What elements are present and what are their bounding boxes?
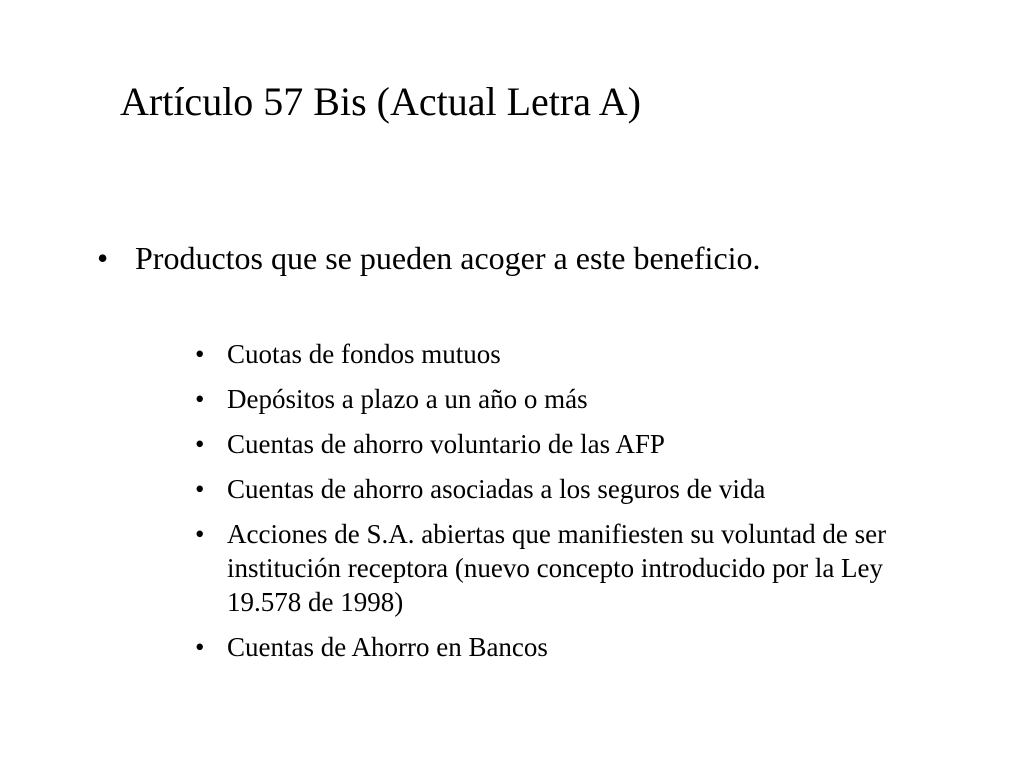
slide-title: Artículo 57 Bis (Actual Letra A) bbox=[120, 79, 641, 124]
bullet-icon: • bbox=[195, 339, 205, 369]
main-bullet-text: Productos que se pueden acoger a este beneficio. bbox=[135, 240, 761, 276]
list-item bbox=[195, 382, 955, 416]
list-item bbox=[195, 337, 955, 371]
list-item bbox=[195, 630, 955, 664]
bullet-icon: • bbox=[195, 474, 205, 504]
list-item-text: Cuentas de ahorro voluntario de las AFP bbox=[227, 429, 665, 459]
list-item-text: Depósitos a plazo a un año o más bbox=[227, 384, 588, 414]
bullet-icon: • bbox=[97, 240, 109, 276]
bullet-icon: • bbox=[195, 519, 205, 549]
list-item-text: Cuentas de ahorro asociadas a los seguros de vida bbox=[227, 474, 766, 504]
product-list bbox=[195, 337, 955, 675]
list-item bbox=[195, 517, 955, 619]
list-item-text: Cuotas de fondos mutuos bbox=[227, 339, 501, 369]
list-item bbox=[195, 427, 955, 461]
bullet-icon: • bbox=[195, 429, 205, 459]
bullet-icon: • bbox=[195, 384, 205, 414]
list-item bbox=[195, 472, 955, 506]
bullet-icon: • bbox=[195, 632, 205, 662]
list-item-text: Acciones de S.A. abiertas que manifiesten su voluntad de ser institución receptora (nuevo concepto introducido por la Ley 19.578 de 1998) bbox=[227, 519, 887, 617]
list-item-text: Cuentas de Ahorro en Bancos bbox=[227, 632, 548, 662]
